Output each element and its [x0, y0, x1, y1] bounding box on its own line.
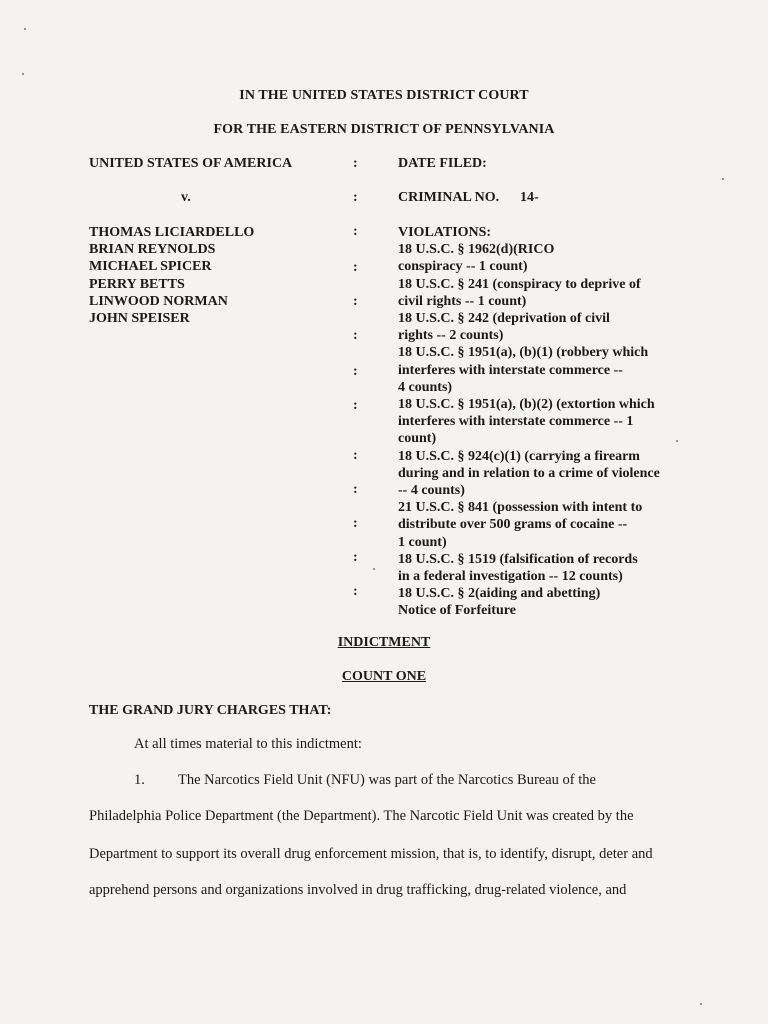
- criminal-no-label: CRIMINAL NO.: [398, 190, 500, 205]
- paragraph-line: apprehend persons and organizations involved in drug trafficking, drug-related violence, and: [89, 882, 627, 898]
- court-name: IN THE UNITED STATES DISTRICT COURT: [239, 88, 529, 103]
- caption-colon: :: [353, 328, 358, 343]
- scan-speck: [373, 568, 375, 570]
- violation-line: 4 counts): [398, 379, 453, 395]
- violation-line: 18 U.S.C. § 924(c)(1) (carrying a firearm: [398, 448, 640, 464]
- defendant-name: MICHAEL SPICER: [89, 259, 212, 275]
- caption-colon: :: [353, 364, 358, 379]
- plaintiff-name: UNITED STATES OF AMERICA: [89, 156, 293, 171]
- caption-colon: :: [353, 260, 358, 275]
- indictment-title: INDICTMENT: [337, 635, 431, 650]
- paragraph-line: Philadelphia Police Department (the Department). The Narcotic Field Unit was created by the: [89, 808, 634, 824]
- paragraph-line: The Narcotics Field Unit (NFU) was part of the Narcotics Bureau of the: [178, 772, 596, 788]
- scan-speck: [22, 73, 24, 75]
- caption-colon: :: [353, 516, 358, 531]
- court-district: FOR THE EASTERN DISTRICT OF PENNSYLVANIA: [213, 122, 555, 137]
- violation-line: 21 U.S.C. § 841 (possession with intent to: [398, 500, 643, 516]
- violation-line: 18 U.S.C. § 1962(d)(RICO: [398, 242, 555, 258]
- violation-line: 1 count): [398, 534, 447, 550]
- violation-line: interferes with interstate commerce -- 1: [398, 414, 634, 430]
- violations-label: VIOLATIONS:: [398, 225, 492, 240]
- defendant-name: THOMAS LICIARDELLO: [89, 225, 255, 240]
- violation-line: 18 U.S.C. § 242 (deprivation of civil: [398, 311, 610, 327]
- violation-line: count): [398, 431, 437, 447]
- caption-colon: :: [353, 156, 358, 171]
- count-title: COUNT ONE: [341, 669, 427, 684]
- caption-colon: :: [353, 398, 358, 413]
- violation-line: rights -- 2 counts): [398, 328, 504, 344]
- grand-jury-charges: THE GRAND JURY CHARGES THAT:: [89, 703, 332, 718]
- caption-colon: :: [353, 448, 358, 463]
- violation-line: distribute over 500 grams of cocaine --: [398, 517, 628, 533]
- caption-colon: :: [353, 190, 358, 205]
- versus-label: v.: [181, 190, 191, 205]
- caption-colon: :: [353, 294, 358, 309]
- violation-line: 18 U.S.C. § 1519 (falsification of records: [398, 551, 638, 567]
- defendant-name: BRIAN REYNOLDS: [89, 242, 216, 258]
- scan-speck: [676, 440, 678, 442]
- violation-line: civil rights -- 1 count): [398, 293, 527, 309]
- caption-colon: :: [353, 482, 358, 497]
- intro-line: At all times material to this indictment:: [134, 736, 362, 752]
- defendants-list: [89, 224, 254, 327]
- violation-line: 18 U.S.C. § 1951(a), (b)(1) (robbery which: [398, 345, 649, 361]
- violation-line: interferes with interstate commerce --: [398, 362, 623, 378]
- paragraph-line: Department to support its overall drug enforcement mission, that is, to identify, disrupt, deter and: [89, 846, 653, 862]
- scan-speck: [700, 1003, 702, 1005]
- violation-line: -- 4 counts): [398, 483, 465, 499]
- caption-colon: :: [353, 224, 358, 239]
- violation-line: Notice of Forfeiture: [398, 603, 516, 619]
- defendant-name: LINWOOD NORMAN: [89, 293, 228, 309]
- defendant-name: JOHN SPEISER: [89, 311, 190, 327]
- scan-speck: [24, 28, 26, 30]
- defendant-name: PERRY BETTS: [89, 276, 185, 292]
- violations-list: [398, 224, 688, 620]
- caption-colon: :: [353, 550, 358, 565]
- violation-line: during and in relation to a crime of violence: [398, 465, 660, 481]
- date-filed-label: DATE FILED:: [398, 156, 487, 171]
- caption-colon: :: [353, 584, 358, 599]
- violation-line: conspiracy -- 1 count): [398, 259, 528, 275]
- violation-line: 18 U.S.C. § 1951(a), (b)(2) (extortion which: [398, 397, 655, 413]
- violation-line: in a federal investigation -- 12 counts): [398, 569, 623, 585]
- violation-line: 18 U.S.C. § 241 (conspiracy to deprive of: [398, 276, 641, 292]
- criminal-no-value: 14-: [520, 190, 539, 205]
- paragraph-number: 1.: [134, 772, 145, 788]
- scan-speck: [722, 178, 724, 180]
- violation-line: 18 U.S.C. § 2(aiding and abetting): [398, 586, 601, 602]
